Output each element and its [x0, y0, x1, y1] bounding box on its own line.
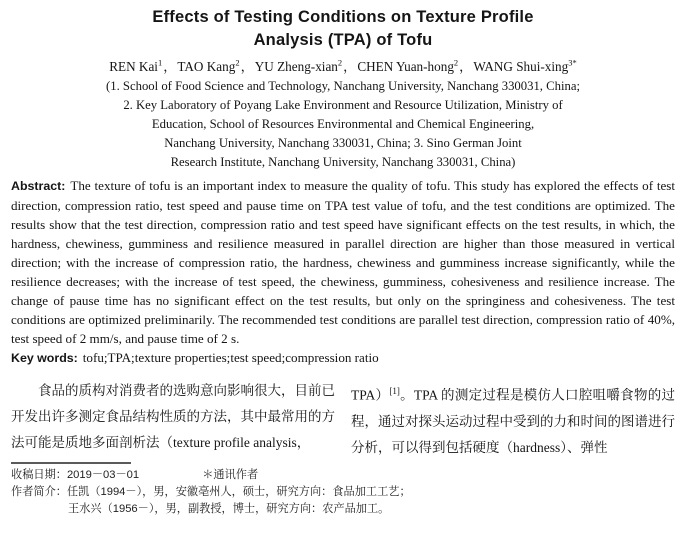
citation-ref-1: [1] — [389, 386, 400, 397]
title-line-1: Effects of Testing Conditions on Texture Profile — [152, 8, 534, 26]
author: TAO Kang$^2$， — [177, 58, 254, 75]
affiliation-line: 2. Key Laboratory of Poyang Lake Environment and Resource Utilization, Ministry of — [123, 98, 563, 113]
keywords-line — [11, 348, 675, 368]
author-affil-sup: 2 — [453, 58, 459, 68]
abstract-text: The texture of tofu is an important index to measure the quality of tofu. This study has explored the effects of test direction, compression ratio, test speed and pause time on TPA test value of tofu, and the test conditions are optimized. The results show that the test direction, compression ratio and test speed have significant effects on the test results, in which, the hardness, chewiness, gumminess and resilience measured in parallel direction are higher than those measured in vertical direction; with the increase of compression ratio, the hardness, chewiness and gumminess increase significantly, while the resilience decreases; with the increase of test speed, the chewiness, gumminess, cohesiveness and resilience increase. The change of pause time has no significant effect on the test results, but only on the springiness and cohesiveness. The test conditions are optimized preliminarily. The recommended test conditions are parallel test direction, compression ratio of 40%, test speed of 2 mm/s, and pause time of 2 s. — [11, 178, 675, 347]
author: REN Kai$^1$， — [109, 58, 177, 75]
footnote-block — [11, 462, 675, 518]
author-affil-sup: 1 — [157, 58, 163, 68]
author: YU Zheng-xian$^2$， — [254, 58, 357, 75]
keywords-text: tofu;TPA;texture properties;test speed;compression ratio — [82, 350, 379, 366]
corresponding-author-note: ＊通讯作者 — [202, 468, 259, 481]
keywords-label: Key words: — [11, 351, 78, 366]
author-affil-sup: 2 — [337, 58, 343, 68]
body-column-right: TPA）[1]。TPA 的测定过程是模仿人口腔咀嚼食物的过程，通过对探头运动过程中受到的力和时间的图谱进行分析，可以得到包括硬度（hardness）、弹性 — [351, 386, 675, 455]
abstract-paragraph — [11, 176, 675, 348]
body-columns — [11, 378, 675, 461]
abstract-label: Abstract: — [11, 179, 66, 194]
affiliation-line: Research Institute, Nanchang University, Nanchang 330031, China) — [170, 155, 516, 170]
body-column-left: 食品的质构对消费者的选购意向影响很大，目前已开发出许多测定食品结构性质的方法，其中最常用的方法可能是质地多面剖析法（texture profile analysis， — [11, 383, 335, 451]
received-date: 收稿日期：2019－03－01 — [11, 468, 140, 481]
paper-title — [11, 6, 675, 52]
footnote-rule — [11, 462, 131, 464]
affiliation-line: (1. School of Food Science and Technology, Nanchang University, Nanchang 330031, China; — [106, 79, 580, 94]
affiliation-line: Education, School of Resources Environmental and Chemical Engineering, — [151, 117, 535, 132]
received-line — [11, 467, 675, 484]
author: WANG Shui-xing$^{3*}$ — [473, 58, 577, 75]
author-affil-sup: 3* — [568, 58, 577, 68]
affiliation-line: Nanchang University, Nanchang 330031, China; 3. Sino German Joint — [164, 136, 522, 151]
author-line — [11, 55, 675, 75]
author-affil-sup: 2 — [235, 58, 240, 68]
author-bio-line-1: 作者简介：任凯（1994－），男，安徽亳州人，硕士，研究方向：食品加工工艺； — [11, 485, 411, 498]
affiliations-block — [11, 77, 675, 172]
title-line-2: Analysis (TPA) of Tofu — [253, 31, 433, 49]
author: CHEN Yuan-hong$^2$， — [357, 58, 473, 75]
author-bio-line-2: 王水兴（1956－），男，副教授，博士，研究方向：农产品加工。 — [68, 502, 390, 515]
